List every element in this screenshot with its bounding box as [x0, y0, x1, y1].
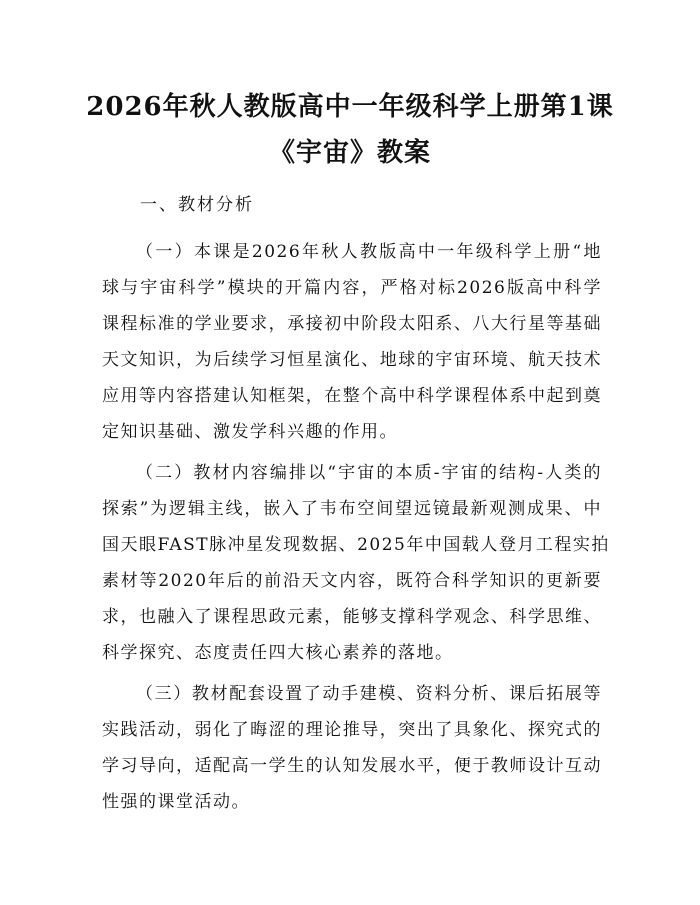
- paragraph-line: （三）教材配套设置了动手建模、资料分析、课后拓展等: [136, 684, 602, 704]
- paragraph-line: 素材等2020年后的前沿天文内容，既符合科学知识的更新要: [102, 571, 602, 591]
- paragraph-line: 性强的课堂活动。: [102, 792, 250, 812]
- document-title-line-1: 2026年秋人教版高中一年级科学上册第1课: [86, 92, 614, 122]
- paragraph-line: 实践活动，弱化了晦涩的理论推导，突出了具象化、探究式的: [102, 720, 602, 740]
- paragraph-3: [102, 676, 602, 820]
- paragraph-line: 国天眼FAST脉冲星发现数据、2025年中国载人登月工程实拍: [102, 535, 610, 555]
- paragraph-line: 应用等内容搭建认知框架，在整个高中科学课程体系中起到奠: [102, 386, 602, 406]
- section-heading: 一、教材分析: [140, 195, 254, 215]
- paragraph-line: 科学探究、态度责任四大核心素养的落地。: [102, 643, 454, 663]
- document-title-line-2: 《宇宙》教案: [268, 138, 431, 168]
- paragraph-line: 球与宇宙科学”模块的开篇内容，严格对标2026版高中科学: [102, 278, 602, 298]
- paragraph-line: 求，也融入了课程思政元素，能够支撑科学观念、科学思维、: [102, 607, 602, 627]
- paragraph-line: 课程标准的学业要求，承接初中阶段太阳系、八大行星等基础: [102, 314, 602, 334]
- paragraph-line: 定知识基础、激发学科兴趣的作用。: [102, 422, 398, 442]
- paragraph-line: （二）教材内容编排以“宇宙的本质-宇宙的结构-人类的: [136, 463, 602, 483]
- paragraph-line: 探索”为逻辑主线，嵌入了韦布空间望远镜最新观测成果、中: [102, 499, 602, 519]
- paragraph-line: （一）本课是2026年秋人教版高中一年级科学上册“地: [136, 242, 602, 262]
- paragraph-1: [102, 234, 602, 450]
- paragraph-line: 学习导向，适配高一学生的认知发展水平，便于教师设计互动: [102, 756, 602, 776]
- paragraph-line: 天文知识，为后续学习恒星演化、地球的宇宙环境、航天技术: [102, 350, 602, 370]
- paragraph-2: [102, 455, 610, 671]
